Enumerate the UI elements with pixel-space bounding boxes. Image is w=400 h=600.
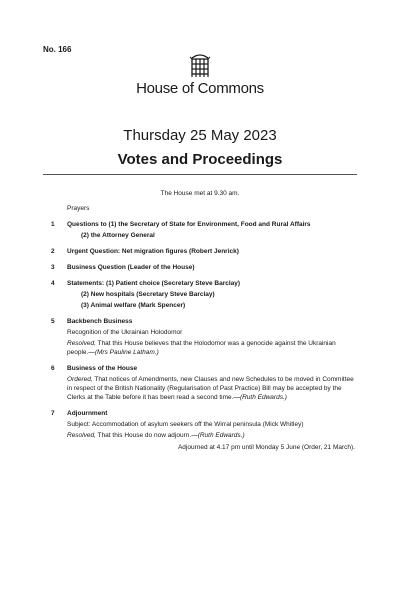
proceeding-item-3 <box>43 263 355 272</box>
item-heading: Backbench Business <box>67 318 133 325</box>
item-heading: Urgent Question: Net migration figures (Robert Jenrick) <box>67 248 239 255</box>
document-title: Votes and Proceedings <box>117 151 283 168</box>
prayers-line: Prayers <box>67 205 90 212</box>
item-heading: Questions to (1) the Secretary of State for Environment, Food and Rural Affairs <box>67 221 311 228</box>
resolution-text <box>67 431 355 440</box>
mover-name: —(Ruth Edwards.) <box>191 432 245 439</box>
resolution-text <box>67 339 355 357</box>
item-heading: Adjournment <box>67 410 108 417</box>
house-name: House of Commons <box>136 80 264 97</box>
item-subheading: (2) New hospitals (Secretary Steve Barclay) <box>81 291 215 298</box>
sitting-date: Thursday 25 May 2023 <box>123 127 277 144</box>
item-number: 6 <box>51 365 55 372</box>
proceedings-body <box>43 204 355 459</box>
adjourned-line: Adjourned at 4.17 pm until Monday 5 June (Order, 21 March). <box>177 444 355 451</box>
item-heading: Business Question (Leader of the House) <box>67 264 195 271</box>
item-text: Recognition of the Ukrainian Holodomor <box>67 329 183 336</box>
title-divider <box>43 174 357 175</box>
ordered-word: Ordered, <box>67 376 93 383</box>
item-number: 7 <box>51 410 55 417</box>
order-body: That notices of Amendments, new Clauses and new Schedules to be moved in Committee in respect of the British Nationality (Regularisation of Past Practice) Bill may be accepted by the Clerks at the Table before it has been read a second time. <box>67 376 354 401</box>
mover-name: —(Mrs Pauline Latham.) <box>88 349 159 356</box>
proceeding-item-2 <box>43 247 355 256</box>
item-subheading: (2) the Attorney General <box>81 232 155 239</box>
resolution-body: That this House believes that the Holodomor was a genocide against the Ukrainian people. <box>67 340 336 356</box>
item-number: 2 <box>51 248 55 255</box>
item-number: 3 <box>51 264 55 271</box>
proceeding-item-4 <box>43 279 355 310</box>
item-heading: Statements: (1) Patient choice (Secretary Steve Barclay) <box>67 280 241 287</box>
resolution-body: That this House do now adjourn. <box>95 432 192 439</box>
house-met-line: The House met at 9.30 am. <box>160 190 240 197</box>
adjournment-subject: Subject: Accommodation of asylum seekers off the Wirral peninsula (Mick Whitley) <box>67 421 304 428</box>
mover-name: —(Ruth Edwards.) <box>233 394 287 401</box>
resolved-word: Resolved, <box>67 340 96 347</box>
proceeding-item-5 <box>43 317 355 357</box>
issue-number: No. 166 <box>43 45 72 54</box>
order-text <box>67 375 355 402</box>
item-number: 4 <box>51 280 55 287</box>
portcullis-icon <box>189 52 211 80</box>
resolved-word: Resolved, <box>67 432 96 439</box>
item-number: 5 <box>51 318 55 325</box>
proceeding-item-7 <box>43 409 355 452</box>
item-number: 1 <box>51 221 55 228</box>
proceeding-item-6 <box>43 364 355 402</box>
item-subheading: (3) Animal welfare (Mark Spencer) <box>81 302 186 309</box>
item-heading: Business of the House <box>67 365 138 372</box>
proceeding-item-1 <box>43 220 355 240</box>
